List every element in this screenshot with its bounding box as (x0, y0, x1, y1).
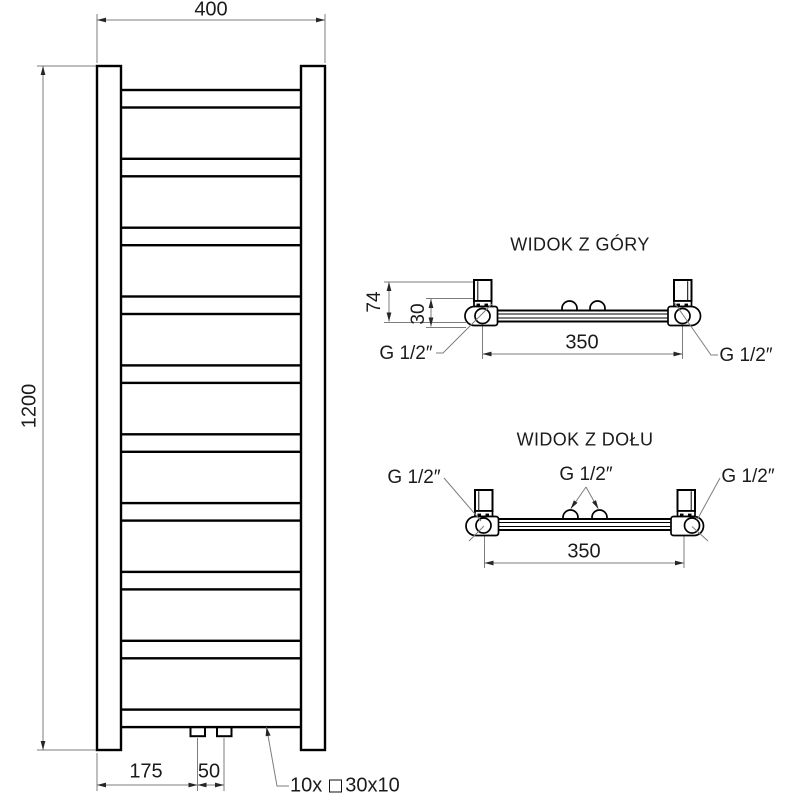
right-collector (301, 66, 325, 750)
dim-depth-label: 74 (364, 290, 385, 313)
dim-width-label: 400 (194, 0, 228, 21)
rung (120, 228, 303, 246)
rung (120, 503, 303, 520)
thread-label-bottom-center: G 1/2″ (559, 463, 613, 485)
bottom-bar (493, 519, 678, 530)
rung (120, 641, 303, 659)
dim-inset-label: 30 (407, 302, 429, 325)
dim-height-label: 1200 (18, 383, 41, 429)
bottom-left-thread-circle (476, 518, 491, 533)
thread-label-bottom-right: G 1/2″ (721, 465, 775, 487)
top-left-bracket (474, 280, 492, 301)
rung (120, 297, 303, 315)
rung (120, 434, 303, 452)
rung (120, 159, 303, 177)
bottom-view-object (466, 490, 704, 536)
dim-top-spacing-label: 350 (565, 331, 599, 354)
front-view-note-leader (266, 727, 289, 786)
thread-label-top-left: G 1/2″ (379, 343, 433, 364)
tube-count-text: 10x (290, 774, 323, 797)
bottom-view-title: WIDOK Z DOŁU (516, 429, 654, 450)
dim-bottom-spacing-label: 350 (567, 540, 601, 563)
tube-profile-text: 30x10 (345, 774, 400, 797)
bottom-right-bracket (678, 490, 696, 511)
thread-label-top-right: G 1/2″ (719, 344, 773, 366)
top-left-thread-circle (475, 309, 490, 324)
left-collector (97, 66, 121, 750)
top-view-title: WIDOK Z GÓRY (510, 234, 650, 255)
rung (120, 710, 303, 728)
square-profile-icon (329, 780, 342, 793)
rung (120, 572, 303, 590)
top-view-object (465, 280, 701, 326)
front-view-object (97, 66, 325, 750)
rung (120, 90, 303, 108)
rung (120, 365, 303, 383)
dim-offset-label: 175 (129, 760, 163, 783)
bottom-left-bracket (475, 490, 493, 511)
front-view-dimensions (37, 14, 325, 791)
thread-label-bottom-left: G 1/2″ (387, 467, 441, 488)
top-right-bracket (674, 280, 692, 301)
top-bar (491, 311, 674, 322)
dim-spacing-label: 50 (197, 760, 221, 783)
rung-layer (120, 90, 303, 727)
tube-profile-note (290, 775, 400, 798)
